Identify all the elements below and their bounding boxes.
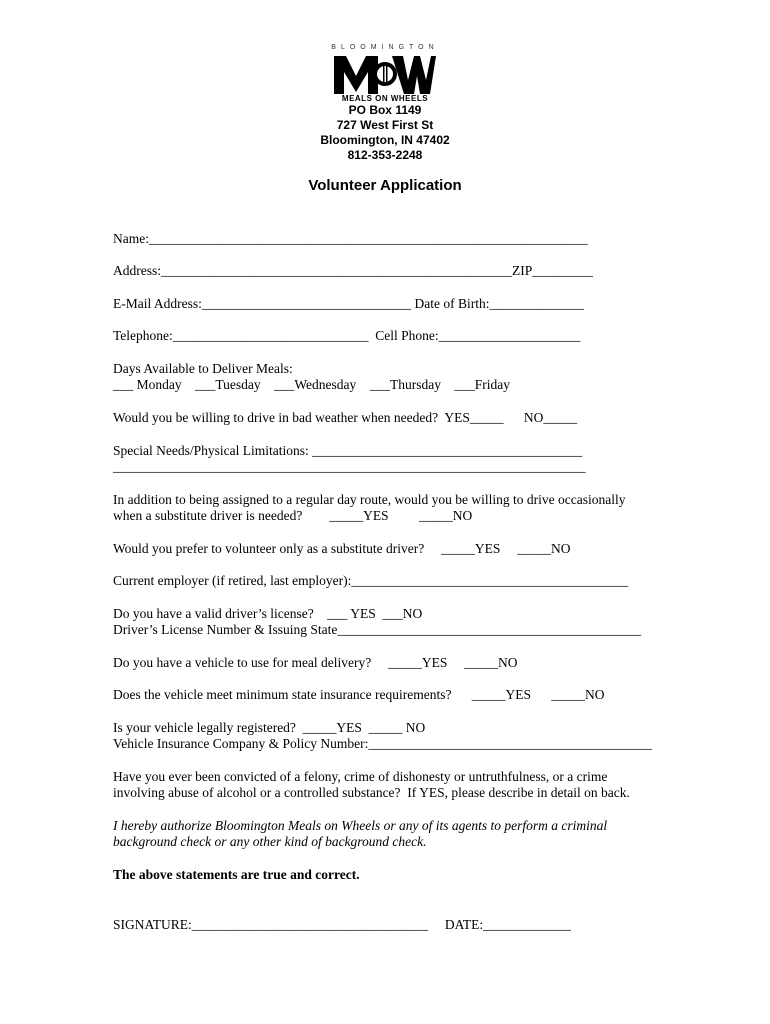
drivers-license-question: Do you have a valid driver’s license? ___ YES ___NO — [113, 606, 423, 621]
authorization-statement: I hereby authorize Bloomington Meals on Wheels or any of its agents to perform a criminal — [113, 818, 608, 833]
special-needs-line-2: ______________________________________________________________________ — [113, 459, 586, 474]
certification-statement: The above statements are true and correct. — [113, 867, 360, 882]
felony-question: Have you ever been convicted of a felony, crime of dishonesty or untruthfulness, or a crime — [113, 769, 608, 784]
insurance-company-line: Vehicle Insurance Company & Policy Number:__________________________________________ — [113, 736, 652, 751]
logo-top-text: BLOOMINGTON — [331, 44, 439, 51]
bad-weather-question: Would you be willing to drive in bad weather when needed? YES_____ NO_____ — [113, 410, 578, 425]
address-line: PO Box 1149 — [348, 103, 422, 117]
license-number-line: Driver’s License Number & Issuing State_____________________________________________ — [113, 622, 642, 637]
insurance-question: Does the vehicle meet minimum state insurance requirements? _____YES _____NO — [113, 687, 605, 702]
signature-date-line: SIGNATURE:___________________________________ DATE:_____________ — [113, 917, 571, 932]
mow-logo-icon — [334, 54, 436, 94]
logo — [330, 44, 440, 104]
address-field-line: Address:____________________________________________________ZIP_________ — [113, 263, 593, 278]
logo-bottom-text: MEALS ON WHEELS — [341, 94, 429, 103]
days-available-options: ___ Monday ___Tuesday ___Wednesday ___Thursday ___Friday — [113, 377, 511, 392]
vehicle-question: Do you have a vehicle to use for meal delivery? _____YES _____NO — [113, 655, 518, 670]
substitute-only-question: Would you prefer to volunteer only as a substitute driver? _____YES _____NO — [113, 541, 571, 556]
name-field-line: Name:_________________________________________________________________ — [113, 231, 588, 246]
authorization-statement-2: background check or any other kind of background check. — [113, 834, 427, 849]
felony-question-2: involving abuse of alcohol or a controlled substance? If YES, please describe in detail on back. — [113, 785, 630, 800]
address-line: 727 West First St — [336, 118, 434, 132]
page-title: Volunteer Application — [308, 177, 462, 194]
registered-question: Is your vehicle legally registered? _____YES _____ NO — [113, 720, 426, 735]
phone-line: 812-353-2248 — [347, 148, 423, 162]
current-employer-line: Current employer (if retired, last employer):_________________________________________ — [113, 573, 629, 588]
telephone-field-line: Telephone:_____________________________ Cell Phone:_____________________ — [113, 328, 581, 343]
special-needs-line: Special Needs/Physical Limitations: ________________________________________ — [113, 443, 583, 458]
email-dob-field-line: E-Mail Address:_______________________________ Date of Birth:______________ — [113, 296, 584, 311]
days-available-label: Days Available to Deliver Meals: — [113, 361, 293, 376]
substitute-occasional-answer: when a substitute driver is needed? _____YES _____NO — [113, 508, 473, 523]
substitute-occasional-question: In addition to being assigned to a regular day route, would you be willing to drive occasionally — [113, 492, 626, 507]
address-line: Bloomington, IN 47402 — [320, 133, 450, 147]
